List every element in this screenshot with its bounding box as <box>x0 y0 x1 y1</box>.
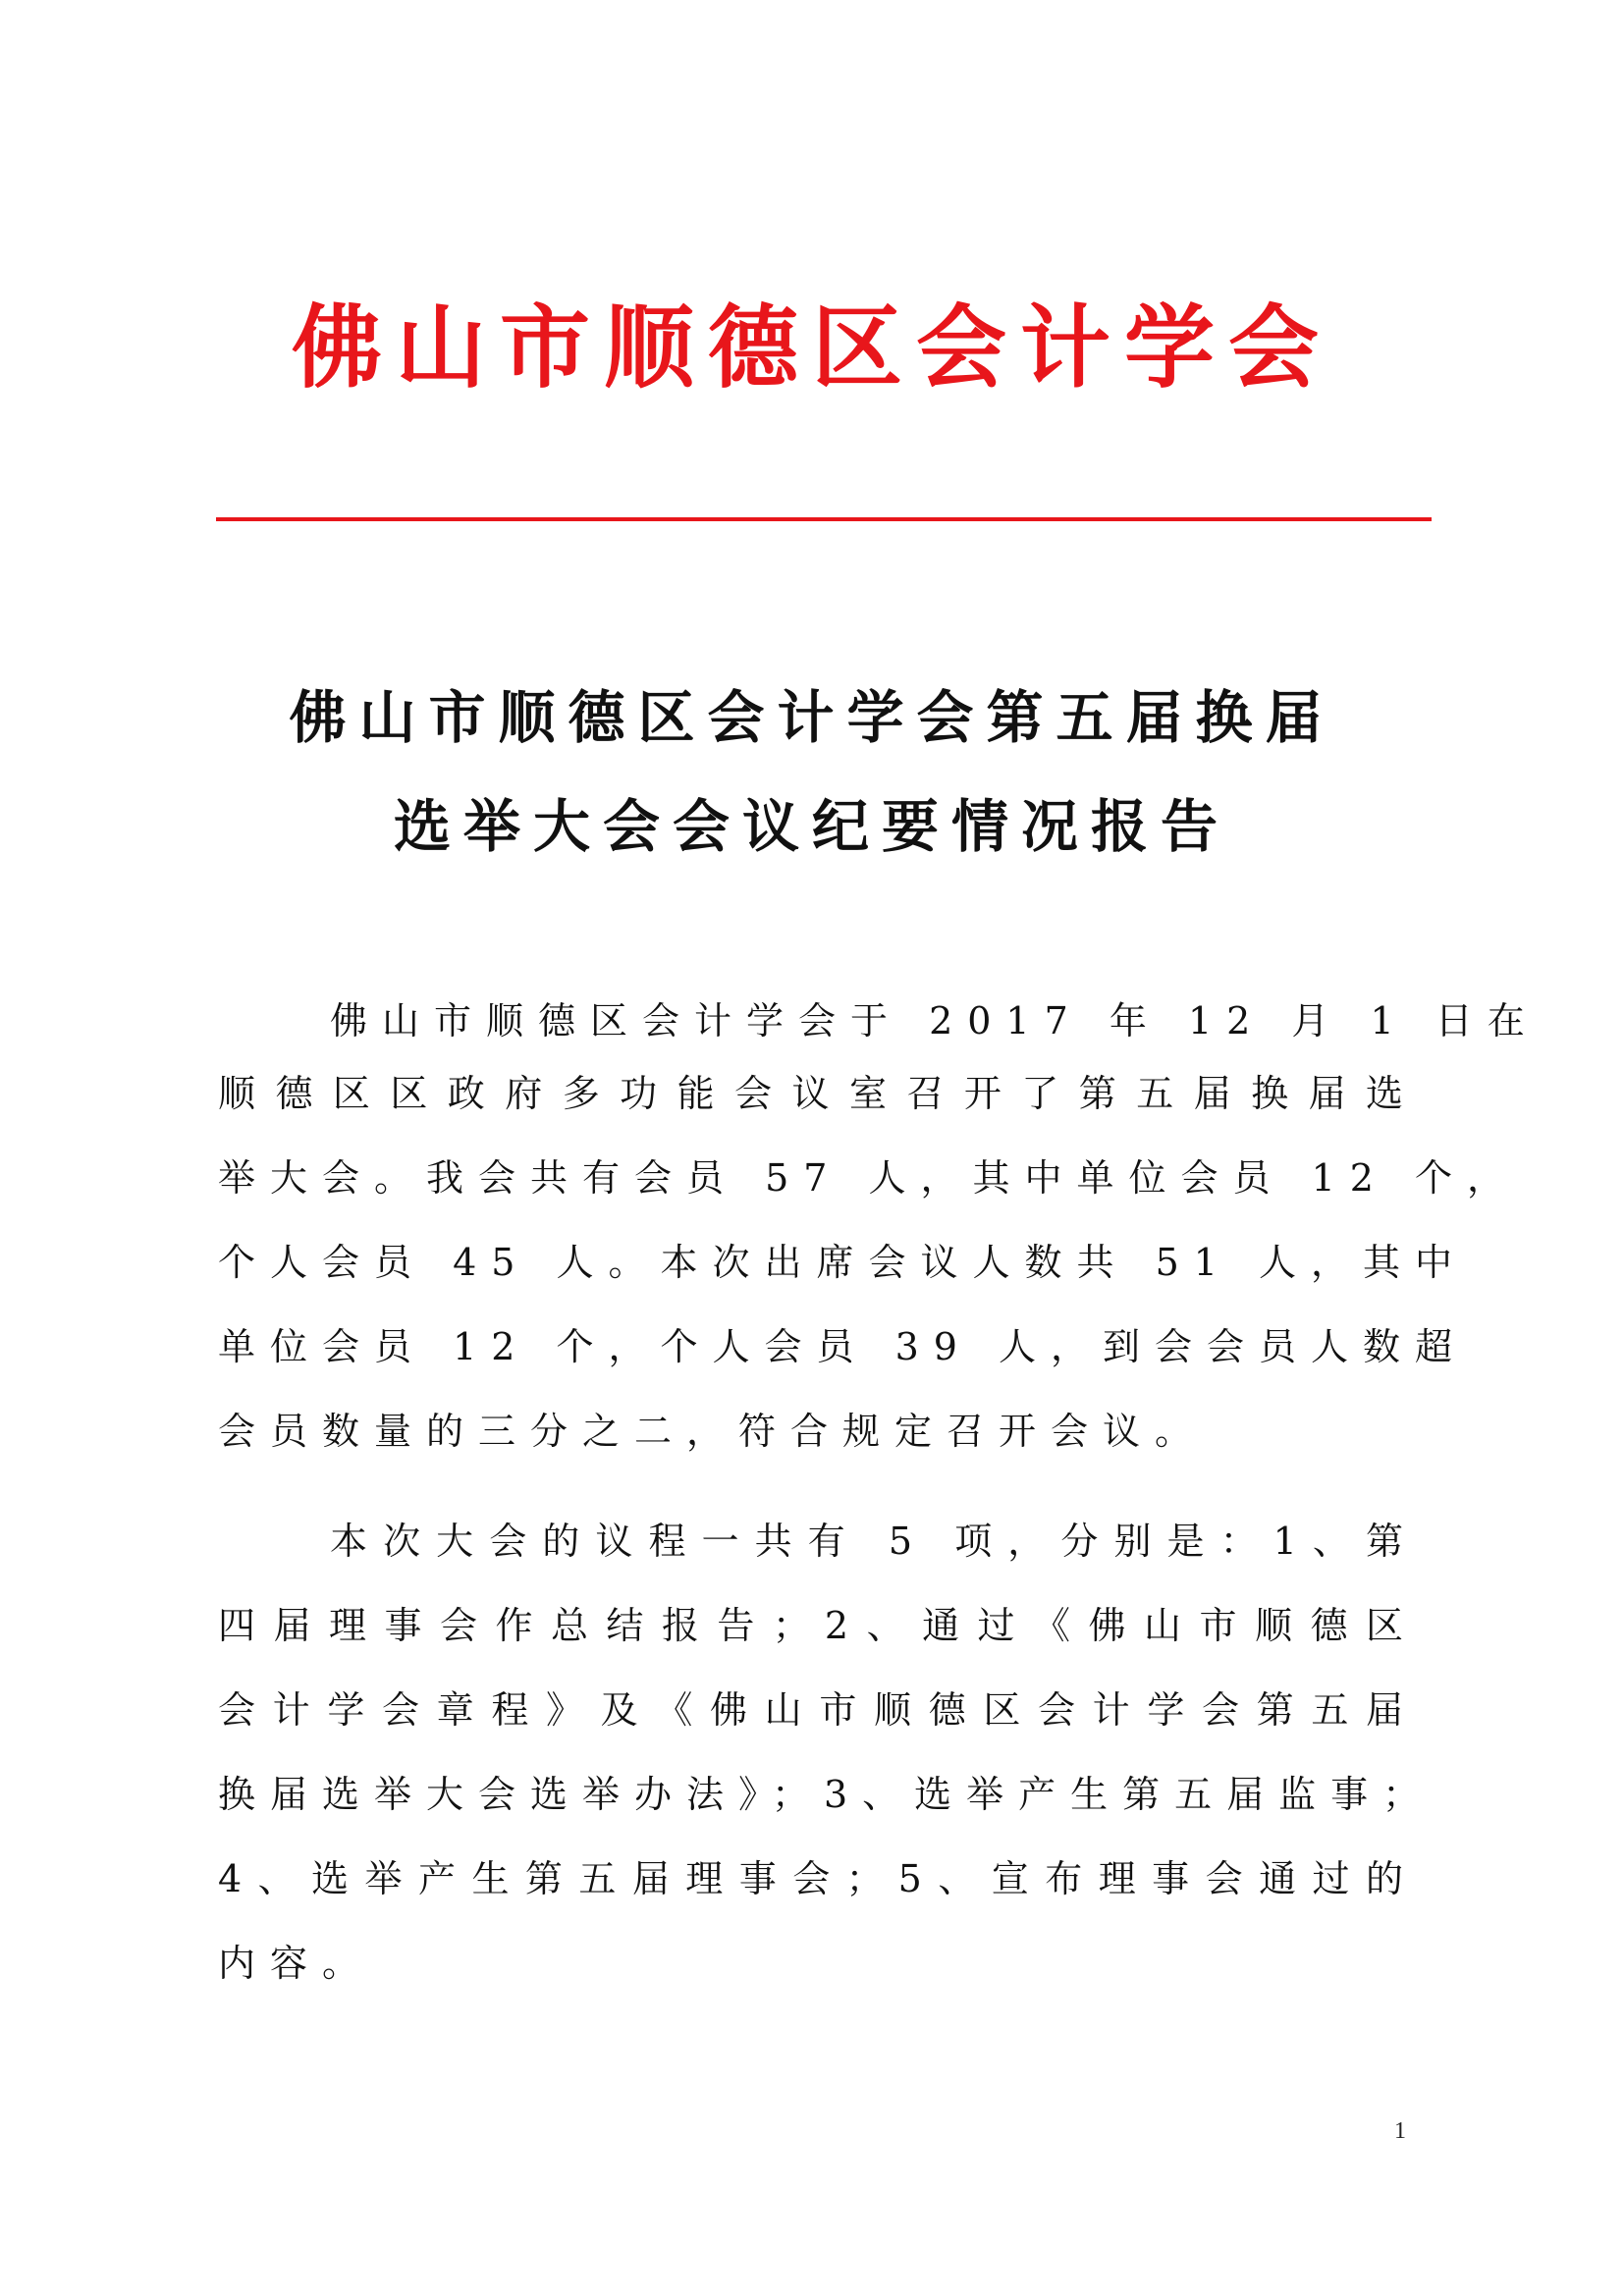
paragraph-line: 本次大会的议程一共有 5 项，分别是：1、第 <box>330 1520 1418 1563</box>
paragraph-line: 顺德区区政府多功能会议室召开了第五届换届选 <box>218 1072 1418 1115</box>
paragraph-line: 个人会员 45 人。本次出席会议人数共 51 人，其中 <box>218 1241 1468 1284</box>
paragraph-line: 会员数量的三分之二，符合规定召开会议。 <box>218 1410 1208 1453</box>
paragraph-line: 举大会。我会共有会员 57 人，其中单位会员 12 个， <box>218 1156 1520 1200</box>
paragraph-line: 四届理事会作总结报告；2、通过《佛山市顺德区 <box>218 1604 1418 1647</box>
paragraph-line: 佛山市顺德区会计学会于 2017 年 12 月 1 日在 <box>330 999 1540 1042</box>
paragraph-line: 4、选举产生第五届理事会；5、宣布理事会通过的 <box>218 1857 1418 1900</box>
paragraph-line: 换届选举大会选举办法》；3、选举产生第五届监事； <box>218 1773 1435 1816</box>
page-number: 1 <box>1394 2118 1406 2144</box>
paragraph-line: 单位会员 12 个，个人会员 39 人，到会会员人数超 <box>218 1325 1468 1368</box>
paragraph-line: 会计学会章程》及《佛山市顺德区会计学会第五届 <box>218 1688 1418 1732</box>
document-title-line-1: 佛山市顺德区会计学会第五届换届 <box>289 684 1335 751</box>
letterhead-red-divider <box>216 517 1432 521</box>
paragraph-line: 内容。 <box>218 1942 375 1985</box>
document-title-line-2: 选举大会会议纪要情况报告 <box>393 793 1230 860</box>
organization-letterhead-title: 佛山市顺德区会计学会 <box>291 295 1332 400</box>
